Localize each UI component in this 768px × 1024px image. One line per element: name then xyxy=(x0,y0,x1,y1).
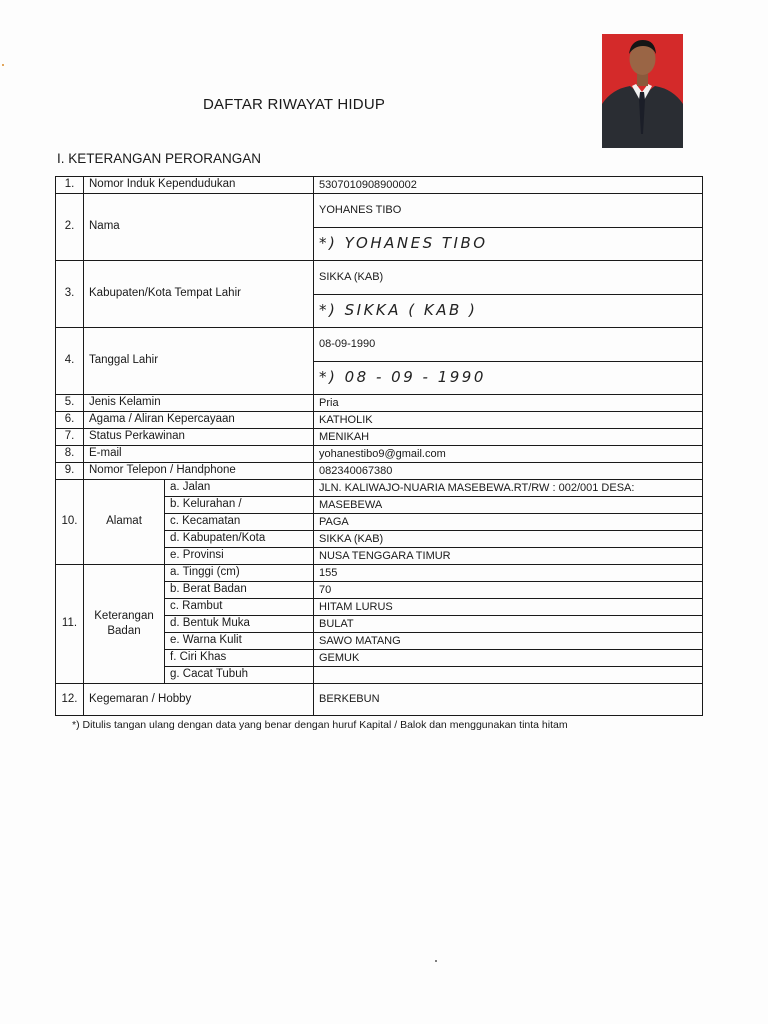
field-value: Pria xyxy=(314,395,703,412)
row-number: 7. xyxy=(56,429,84,446)
field-label: Agama / Aliran Kepercayaan xyxy=(84,412,314,429)
table-row xyxy=(56,480,703,497)
sub-field-label: c. Rambut xyxy=(165,599,314,616)
row-number: 10. xyxy=(56,480,84,565)
row-number: 2. xyxy=(56,194,84,261)
table-row xyxy=(56,429,703,446)
table-row xyxy=(56,565,703,582)
sub-field-value xyxy=(314,667,703,684)
sub-field-value: 155 xyxy=(314,565,703,582)
field-label xyxy=(84,565,165,684)
sub-field-value: NUSA TENGGARA TIMUR xyxy=(314,548,703,565)
sub-field-value: MASEBEWA xyxy=(314,497,703,514)
row-number: 6. xyxy=(56,412,84,429)
row-number: 8. xyxy=(56,446,84,463)
row-number: 3. xyxy=(56,261,84,328)
sub-field-value: JLN. KALIWAJO-NUARIA MASEBEWA.RT/RW : 002/001 DESA: xyxy=(314,480,703,497)
sub-field-label: d. Bentuk Muka xyxy=(165,616,314,633)
table-row xyxy=(56,395,703,412)
field-label: Kabupaten/Kota Tempat Lahir xyxy=(84,261,314,328)
field-label: Nomor Induk Kependudukan xyxy=(84,177,314,194)
sub-field-value: 70 xyxy=(314,582,703,599)
table-row xyxy=(56,261,703,295)
field-value: 5307010908900002 xyxy=(314,177,703,194)
table-row xyxy=(56,177,703,194)
row-number: 12. xyxy=(56,684,84,716)
scan-speck xyxy=(435,960,437,962)
table-row xyxy=(56,463,703,480)
sub-field-label: g. Cacat Tubuh xyxy=(165,667,314,684)
handwritten-field xyxy=(314,228,703,261)
personal-info-table xyxy=(55,176,703,716)
profile-photo xyxy=(602,34,683,148)
field-value: KATHOLIK xyxy=(314,412,703,429)
field-label: Status Perkawinan xyxy=(84,429,314,446)
field-label: Nama xyxy=(84,194,314,261)
field-value: 08-09-1990 xyxy=(314,328,703,362)
sub-field-value: SIKKA (KAB) xyxy=(314,531,703,548)
row-number: 1. xyxy=(56,177,84,194)
field-label-line: Keterangan xyxy=(94,610,154,622)
person-portrait-icon xyxy=(602,34,683,148)
table-row xyxy=(56,194,703,228)
handwritten-value: *) YOHANES TIBO xyxy=(319,234,488,253)
sub-field-label: e. Warna Kulit xyxy=(165,633,314,650)
handwritten-field xyxy=(314,362,703,395)
field-label: Alamat xyxy=(84,480,165,565)
section-title: I. KETERANGAN PERORANGAN xyxy=(57,151,262,166)
sub-field-label: b. Berat Badan xyxy=(165,582,314,599)
field-label: E-mail xyxy=(84,446,314,463)
sub-field-label: b. Kelurahan / xyxy=(165,497,314,514)
email-value: yohanestibo9@gmail.com xyxy=(314,446,703,463)
document-title: DAFTAR RIWAYAT HIDUP xyxy=(203,96,386,113)
handwritten-value: *) SIKKA ( KAB ) xyxy=(319,301,478,320)
sub-field-value: SAWO MATANG xyxy=(314,633,703,650)
sub-field-value: GEMUK xyxy=(314,650,703,667)
row-number: 4. xyxy=(56,328,84,395)
row-number: 9. xyxy=(56,463,84,480)
sub-field-label: d. Kabupaten/Kota xyxy=(165,531,314,548)
sub-field-label: a. Tinggi (cm) xyxy=(165,565,314,582)
footnote: *) Ditulis tangan ulang dengan data yang benar dengan huruf Kapital / Balok dan menggunakan tinta hitam xyxy=(72,719,568,731)
row-number: 5. xyxy=(56,395,84,412)
field-value: MENIKAH xyxy=(314,429,703,446)
sub-field-label: e. Provinsi xyxy=(165,548,314,565)
scan-speck xyxy=(2,64,4,66)
sub-field-value: BULAT xyxy=(314,616,703,633)
field-label-line: Badan xyxy=(107,624,141,637)
field-label: Nomor Telepon / Handphone xyxy=(84,463,314,480)
table-row xyxy=(56,328,703,362)
field-value: YOHANES TIBO xyxy=(314,194,703,228)
sub-field-label: c. Kecamatan xyxy=(165,514,314,531)
field-value: SIKKA (KAB) xyxy=(314,261,703,295)
phone-value: 082340067380 xyxy=(314,463,703,480)
field-label: Kegemaran / Hobby xyxy=(84,684,314,716)
sub-field-label: a. Jalan xyxy=(165,480,314,497)
sub-field-label: f. Ciri Khas xyxy=(165,650,314,667)
table-row xyxy=(56,446,703,463)
field-label: Tanggal Lahir xyxy=(84,328,314,395)
table-row xyxy=(56,412,703,429)
field-value: BERKEBUN xyxy=(314,684,703,716)
row-number: 11. xyxy=(56,565,84,684)
table-row xyxy=(56,684,703,716)
handwritten-value: *) 08 - 09 - 1990 xyxy=(319,368,486,387)
handwritten-field xyxy=(314,295,703,328)
field-label: Jenis Kelamin xyxy=(84,395,314,412)
sub-field-value: PAGA xyxy=(314,514,703,531)
sub-field-value: HITAM LURUS xyxy=(314,599,703,616)
